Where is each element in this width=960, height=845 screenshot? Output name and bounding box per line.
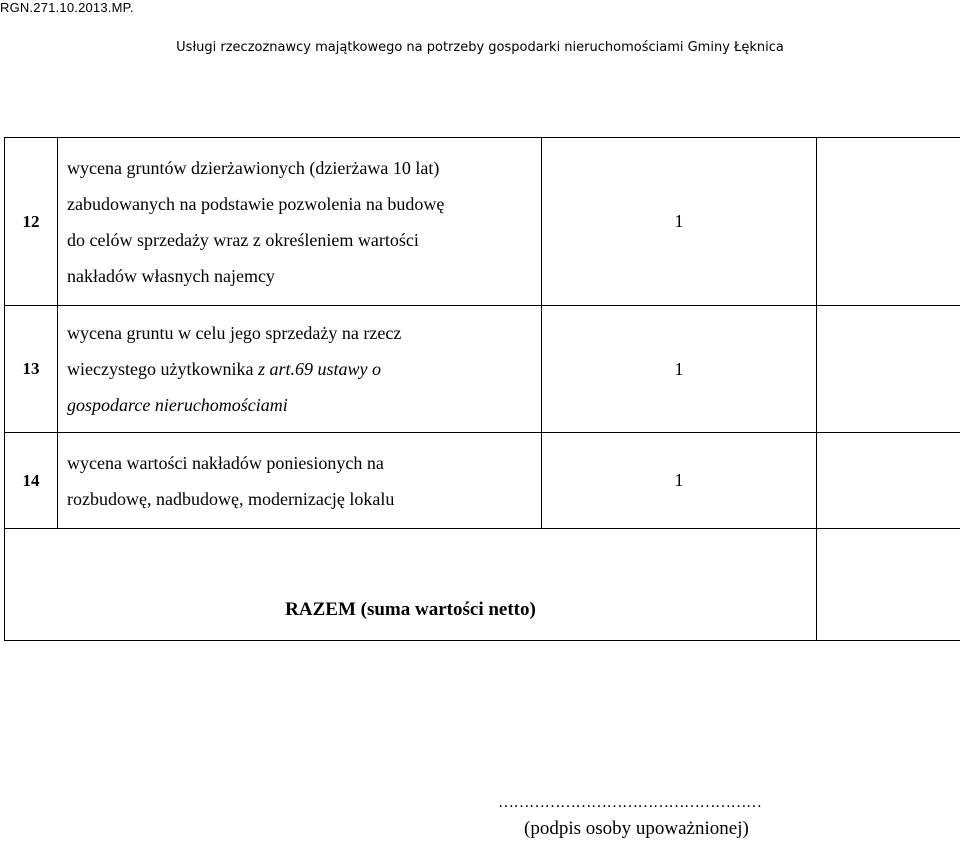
table-row xyxy=(5,433,960,529)
table-row xyxy=(5,306,960,433)
row-number: 12 xyxy=(5,138,58,306)
description-line: wycena gruntów dzierżawionych (dzierżawa 10 lat) xyxy=(67,157,440,178)
row-description xyxy=(58,306,542,433)
description-line: do celów sprzedaży wraz z określeniem wartości xyxy=(67,229,419,250)
summary-row xyxy=(5,529,960,641)
summary-value-cell xyxy=(817,529,960,641)
description-line: wycena gruntu w celu jego sprzedaży na rzecz xyxy=(67,323,402,343)
value-cell xyxy=(817,306,960,433)
row-quantity: 1 xyxy=(542,138,817,306)
description-line: wycena wartości nakładów poniesionych na xyxy=(67,452,384,473)
description-line: gospodarce nieruchomościami xyxy=(67,395,288,415)
description-line: nakładów własnych najemcy xyxy=(67,265,275,286)
description-text: wieczystego użytkownika xyxy=(67,359,258,379)
row-quantity: 1 xyxy=(542,306,817,433)
description-line: zabudowanych na podstawie pozwolenia na budowę xyxy=(67,193,445,214)
row-quantity: 1 xyxy=(542,433,817,529)
signature-line: …………………………………………… xyxy=(498,794,762,811)
document-reference: RGN.271.10.2013.MP. xyxy=(0,0,134,15)
value-cell xyxy=(817,138,960,306)
table-row xyxy=(5,138,960,306)
document-subject: Usługi rzeczoznawcy majątkowego na potrzeby gospodarki nieruchomościami Gminy Łęknica xyxy=(176,40,784,55)
value-cell xyxy=(817,433,960,529)
description-italic-text: z art.69 ustawy o xyxy=(257,359,381,379)
row-number: 14 xyxy=(5,433,58,529)
row-description xyxy=(58,433,542,529)
row-description xyxy=(58,138,542,306)
description-line: rozbudowę, nadbudowę, modernizację lokalu xyxy=(67,488,395,509)
row-number: 13 xyxy=(5,306,58,433)
summary-label: RAZEM (suma wartości netto) xyxy=(5,529,817,641)
signature-label: (podpis osoby upoważnionej) xyxy=(524,818,749,839)
description-line xyxy=(67,351,541,387)
pricing-table xyxy=(4,137,960,641)
